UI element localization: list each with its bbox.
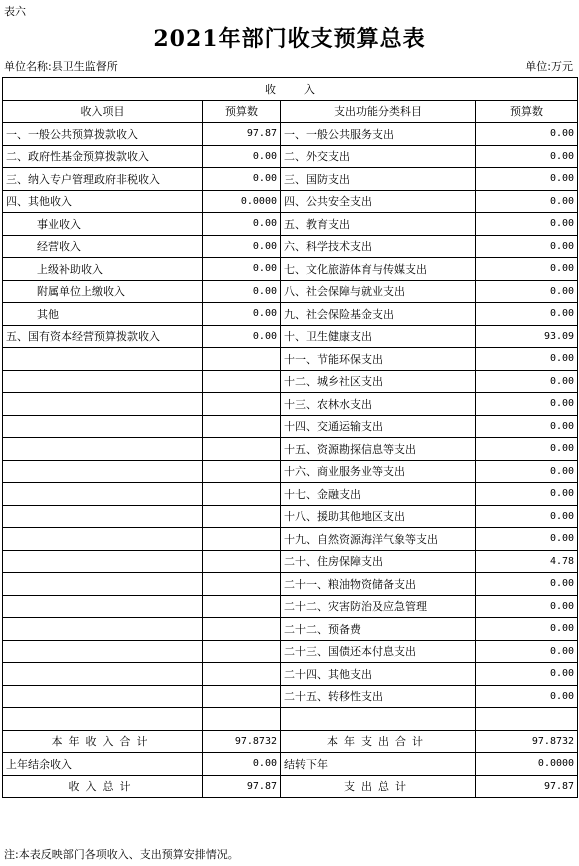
expense-item-cell: 六、科学技术支出 [281,235,476,258]
table-row [3,708,578,731]
income-item-cell [3,393,203,416]
expense-item-cell: 二十二、预备费 [281,618,476,641]
expense-item-cell: 九、社会保险基金支出 [281,303,476,326]
income-value-cell: 0.00 [203,258,281,281]
income-value-cell [203,663,281,686]
expense-value-cell: 0.00 [476,663,578,686]
income-value-cell [203,708,281,731]
expense-value-cell: 0.00 [476,123,578,146]
expense-item-cell: 十、卫生健康支出 [281,325,476,348]
table-row [3,460,578,483]
expense-value-cell: 0.00 [476,235,578,258]
table-row [3,325,578,348]
expense-item-cell: 三、国防支出 [281,168,476,191]
expense-item-cell: 二十二、灾害防治及应急管理 [281,595,476,618]
col-header-income-item: 收入项目 [3,100,203,123]
income-item-cell [3,573,203,596]
expense-item-cell: 二十四、其他支出 [281,663,476,686]
expense-value-cell: 0.00 [476,415,578,438]
expense-item-cell: 十四、交通运输支出 [281,415,476,438]
income-item-cell: 二、政府性基金预算拨款收入 [3,145,203,168]
expense-value-cell: 0.00 [476,595,578,618]
grand-expense-label: 支出总计 [281,775,476,798]
income-item-cell: 事业收入 [3,213,203,236]
income-item-cell: 其他 [3,303,203,326]
income-item-cell [3,550,203,573]
expense-value-cell: 0.00 [476,640,578,663]
income-value-cell [203,393,281,416]
expense-item-cell: 十二、城乡社区支出 [281,370,476,393]
expense-value-cell: 0.00 [476,280,578,303]
expense-item-cell: 十八、援助其他地区支出 [281,505,476,528]
col-header-expense-item: 支出功能分类科目 [281,100,476,123]
currency-unit-label: 单位:万元 [525,60,573,73]
table-row [3,235,578,258]
expense-value-cell: 0.00 [476,618,578,641]
table-row [3,640,578,663]
income-value-cell [203,573,281,596]
income-value-cell: 0.00 [203,168,281,191]
expense-item-cell: 四、公共安全支出 [281,190,476,213]
income-value-cell [203,438,281,461]
expense-value-cell: 0.00 [476,190,578,213]
expense-value-cell: 0.00 [476,393,578,416]
income-item-cell [3,415,203,438]
carry-row [3,753,578,776]
income-item-cell [3,460,203,483]
budget-table [2,77,578,798]
total-expense-label: 本年支出合计 [281,730,476,753]
expense-value-cell: 0.00 [476,573,578,596]
income-item-cell: 三、纳入专户管理政府非税收入 [3,168,203,191]
expense-item-cell [281,708,476,731]
grand-income-value: 97.87 [203,775,281,798]
income-item-cell [3,640,203,663]
income-value-cell [203,460,281,483]
income-value-cell [203,595,281,618]
table-row [3,213,578,236]
total-row [3,730,578,753]
income-value-cell: 97.87 [203,123,281,146]
column-header-row [3,100,578,123]
header-row-income [3,78,578,101]
expense-value-cell: 0.00 [476,168,578,191]
income-item-cell: 五、国有资本经营预算拨款收入 [3,325,203,348]
table-row [3,595,578,618]
expense-value-cell: 0.00 [476,303,578,326]
total-expense-value: 97.8732 [476,730,578,753]
table-row [3,663,578,686]
expense-item-cell: 二十、住房保障支出 [281,550,476,573]
income-item-cell [3,685,203,708]
table-row [3,573,578,596]
income-item-cell [3,438,203,461]
expense-item-cell: 十六、商业服务业等支出 [281,460,476,483]
income-header: 收 入 [3,78,578,101]
table-row [3,505,578,528]
income-value-cell: 0.0000 [203,190,281,213]
income-value-cell [203,618,281,641]
income-item-cell [3,483,203,506]
income-value-cell [203,348,281,371]
income-value-cell: 0.00 [203,235,281,258]
table-row [3,438,578,461]
expense-item-cell: 十九、自然资源海洋气象等支出 [281,528,476,551]
income-item-cell: 附属单位上缴收入 [3,280,203,303]
table-row [3,303,578,326]
carry-expense-label: 结转下年 [281,753,476,776]
total-income-label: 本年收入合计 [3,730,203,753]
table-row [3,415,578,438]
grand-income-label: 收入总计 [3,775,203,798]
table-row [3,168,578,191]
footnote: 注:本表反映部门各项收入、支出预算安排情况。 [4,848,239,861]
expense-item-cell: 十三、农林水支出 [281,393,476,416]
expense-item-cell: 一、一般公共服务支出 [281,123,476,146]
income-item-cell [3,595,203,618]
page-title: 2021年部门收支预算总表 [153,26,426,52]
income-item-cell [3,370,203,393]
income-value-cell [203,685,281,708]
income-item-cell [3,618,203,641]
income-value-cell [203,550,281,573]
col-header-income-budget: 预算数 [203,100,281,123]
income-item-cell [3,348,203,371]
expense-value-cell: 0.00 [476,505,578,528]
income-item-cell: 上级补助收入 [3,258,203,281]
table-row [3,528,578,551]
expense-item-cell: 二十三、国债还本付息支出 [281,640,476,663]
income-item-cell [3,528,203,551]
income-value-cell [203,528,281,551]
income-value-cell: 0.00 [203,213,281,236]
table-row [3,190,578,213]
carry-income-label: 上年结余收入 [3,753,203,776]
expense-item-cell: 七、文化旅游体育与传媒支出 [281,258,476,281]
income-value-cell: 0.00 [203,280,281,303]
income-item-cell: 一、一般公共预算拨款收入 [3,123,203,146]
table-row [3,145,578,168]
income-item-cell [3,505,203,528]
income-item-cell: 四、其他收入 [3,190,203,213]
expense-value-cell: 0.00 [476,258,578,281]
table-number-label: 表六 [4,5,26,18]
table-row [3,280,578,303]
table-row [3,550,578,573]
income-item-cell [3,708,203,731]
unit-name-label: 单位名称:县卫生监督所 [4,60,118,73]
table-row [3,258,578,281]
table-row [3,370,578,393]
income-item-cell [3,663,203,686]
expense-value-cell [476,708,578,731]
expense-item-cell: 十七、金融支出 [281,483,476,506]
expense-value-cell: 0.00 [476,483,578,506]
expense-item-cell: 十五、资源勘探信息等支出 [281,438,476,461]
expense-item-cell: 二十五、转移性支出 [281,685,476,708]
expense-value-cell: 93.09 [476,325,578,348]
carry-income-value: 0.00 [203,753,281,776]
expense-value-cell: 0.00 [476,145,578,168]
table-row [3,393,578,416]
income-value-cell [203,640,281,663]
expense-value-cell: 0.00 [476,438,578,461]
expense-value-cell: 0.00 [476,348,578,371]
income-value-cell [203,415,281,438]
total-income-value: 97.8732 [203,730,281,753]
expense-item-cell: 二十一、粮油物资储备支出 [281,573,476,596]
expense-value-cell: 0.00 [476,528,578,551]
income-value-cell [203,370,281,393]
col-header-expense-budget: 预算数 [476,100,578,123]
income-value-cell [203,483,281,506]
table-row [3,348,578,371]
income-value-cell: 0.00 [203,303,281,326]
grand-expense-value: 97.87 [476,775,578,798]
expense-value-cell: 0.00 [476,685,578,708]
expense-value-cell: 0.00 [476,370,578,393]
expense-value-cell: 0.00 [476,460,578,483]
table-row [3,685,578,708]
expense-value-cell: 4.78 [476,550,578,573]
table-row [3,123,578,146]
table-row [3,483,578,506]
expense-item-cell: 八、社会保障与就业支出 [281,280,476,303]
grand-total-row [3,775,578,798]
carry-expense-value: 0.0000 [476,753,578,776]
table-row [3,618,578,641]
income-value-cell: 0.00 [203,325,281,348]
income-value-cell [203,505,281,528]
income-value-cell: 0.00 [203,145,281,168]
expense-value-cell: 0.00 [476,213,578,236]
expense-item-cell: 十一、节能环保支出 [281,348,476,371]
expense-item-cell: 五、教育支出 [281,213,476,236]
expense-item-cell: 二、外交支出 [281,145,476,168]
income-item-cell: 经营收入 [3,235,203,258]
